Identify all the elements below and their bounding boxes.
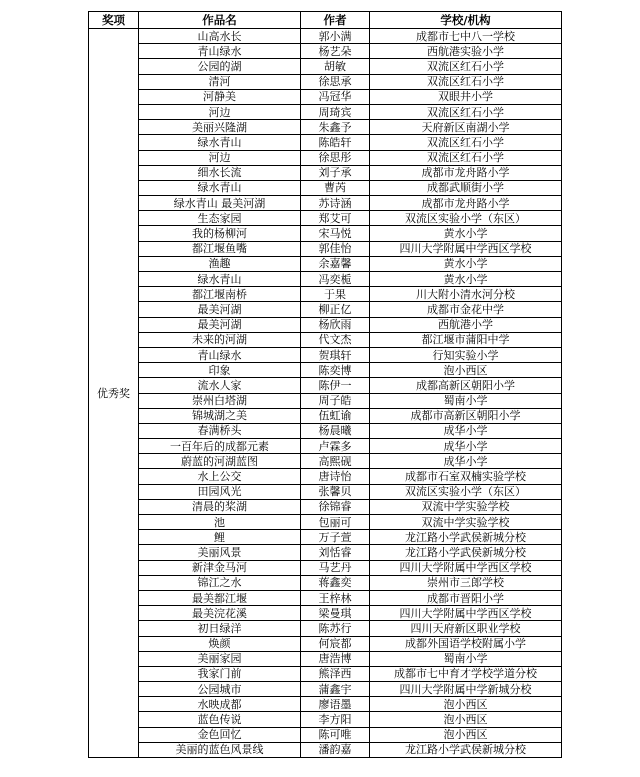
author-header: 作者 (301, 12, 370, 29)
table-row (89, 408, 562, 423)
author-cell: 包丽可 (301, 515, 370, 530)
table-row (89, 89, 562, 104)
author-cell: 宋马悦 (301, 226, 370, 241)
school-cell: 双流区红石小学 (370, 59, 562, 74)
author-cell: 廖语墨 (301, 697, 370, 712)
school-cell: 龙江路小学武侯新城分校 (370, 545, 562, 560)
school-cell: 西航港实验小学 (370, 44, 562, 59)
work-title-cell: 田园风光 (139, 484, 301, 499)
table-row (89, 135, 562, 150)
author-cell: 陈伊一 (301, 378, 370, 393)
table-row (89, 196, 562, 211)
work-title-cell: 清晨的桨湖 (139, 499, 301, 514)
table-row (89, 621, 562, 636)
school-cell: 成华小学 (370, 423, 562, 438)
table-row (89, 363, 562, 378)
school-cell: 成都市石室双楠实验学校 (370, 469, 562, 484)
author-cell: 徐思承 (301, 74, 370, 89)
table-row (89, 590, 562, 605)
work-title-cell: 流水人家 (139, 378, 301, 393)
table-row (89, 165, 562, 180)
table-row (89, 226, 562, 241)
school-cell: 泡小西区 (370, 712, 562, 727)
work-title-cell: 一百年后的成都元素 (139, 439, 301, 454)
school-cell: 双流中学实验学校 (370, 515, 562, 530)
table-row (89, 575, 562, 590)
school-cell: 双流区红石小学 (370, 135, 562, 150)
author-cell: 陈奕博 (301, 363, 370, 378)
table-row (89, 606, 562, 621)
table-row (89, 104, 562, 119)
table-row (89, 74, 562, 89)
school-cell: 成都武顺街小学 (370, 180, 562, 195)
school-cell: 成华小学 (370, 454, 562, 469)
author-cell: 朱鑫予 (301, 120, 370, 135)
author-cell: 杨艺朵 (301, 44, 370, 59)
author-cell: 余嘉馨 (301, 256, 370, 271)
table-row (89, 180, 562, 195)
school-cell: 川大附小清水河分校 (370, 287, 562, 302)
work-title-cell: 青山绿水 (139, 44, 301, 59)
work-title-cell: 公园城市 (139, 682, 301, 697)
award-level-cell: 优秀奖 (89, 29, 139, 758)
work-title-cell: 我家门前 (139, 666, 301, 681)
work-title-cell: 春满桥头 (139, 423, 301, 438)
work-title-cell: 青山绿水 (139, 347, 301, 362)
award-header: 奖项 (89, 12, 139, 29)
school-cell: 龙江路小学武侯新城分校 (370, 530, 562, 545)
school-cell: 四川大学附属中学西区学校 (370, 560, 562, 575)
school-cell: 双流区红石小学 (370, 104, 562, 119)
table-row (89, 287, 562, 302)
table-row (89, 150, 562, 165)
school-cell: 泡小西区 (370, 727, 562, 742)
school-cell: 四川大学附属中学西区学校 (370, 606, 562, 621)
author-cell: 郭佳怡 (301, 241, 370, 256)
table-row (89, 469, 562, 484)
school-cell: 成都市七中育才学校学道分校 (370, 666, 562, 681)
author-cell: 高熙砚 (301, 454, 370, 469)
work-title-cell: 蔚蓝的河湖蓝图 (139, 454, 301, 469)
work-title-cell: 最美都江堰 (139, 590, 301, 605)
author-cell: 杨晨曦 (301, 423, 370, 438)
school-cell: 蜀南小学 (370, 393, 562, 408)
school-cell: 成都市龙舟路小学 (370, 196, 562, 211)
work-title-cell: 金色回忆 (139, 727, 301, 742)
table-row (89, 211, 562, 226)
school-cell: 成都外国语学校附属小学 (370, 636, 562, 651)
school-cell: 双流中学实验学校 (370, 499, 562, 514)
author-cell: 马艺丹 (301, 560, 370, 575)
work-title-cell: 美丽风景 (139, 545, 301, 560)
work-title-cell: 最美河湖 (139, 317, 301, 332)
author-cell: 郭小满 (301, 29, 370, 44)
table-row (89, 454, 562, 469)
table-row (89, 317, 562, 332)
author-cell: 柳正亿 (301, 302, 370, 317)
author-cell: 陈苏行 (301, 621, 370, 636)
header-row (89, 12, 562, 29)
table-row (89, 378, 562, 393)
work-title-cell: 美丽的蓝色风景线 (139, 742, 301, 757)
work-title-cell: 都江堰鱼嘴 (139, 241, 301, 256)
work-title-cell: 山高水长 (139, 29, 301, 44)
author-cell: 熊泽西 (301, 666, 370, 681)
school-cell: 黄水小学 (370, 226, 562, 241)
table-row (89, 120, 562, 135)
table-row (89, 499, 562, 514)
author-cell: 万子萱 (301, 530, 370, 545)
work-title-cell: 水映成都 (139, 697, 301, 712)
school-cell: 双流区实验小学（东区） (370, 484, 562, 499)
work-title-cell: 生态家园 (139, 211, 301, 226)
author-cell: 何宸都 (301, 636, 370, 651)
table-row (89, 636, 562, 651)
school-cell: 四川大学附属中学新城分校 (370, 682, 562, 697)
table-row (89, 302, 562, 317)
school-cell: 成都市龙舟路小学 (370, 165, 562, 180)
work-title-cell: 公园的湖 (139, 59, 301, 74)
work-title-cell: 鲤 (139, 530, 301, 545)
table-row (89, 439, 562, 454)
author-cell: 代文杰 (301, 332, 370, 347)
school-cell: 龙江路小学武侯新城分校 (370, 742, 562, 757)
table-row (89, 515, 562, 530)
school-cell: 崇州市三郎学校 (370, 575, 562, 590)
work-title-cell: 未来的河湖 (139, 332, 301, 347)
author-cell: 胡敏 (301, 59, 370, 74)
work-title-cell: 都江堰南桥 (139, 287, 301, 302)
work-title-cell: 锦城湖之美 (139, 408, 301, 423)
school-cell: 成都市晋阳小学 (370, 590, 562, 605)
school-cell: 都江堰市蒲阳中学 (370, 332, 562, 347)
school-cell: 西航港小学 (370, 317, 562, 332)
table-row (89, 272, 562, 287)
table-row (89, 423, 562, 438)
table-row (89, 742, 562, 757)
work-title-cell: 渔趣 (139, 256, 301, 271)
table-row (89, 332, 562, 347)
table-row (89, 530, 562, 545)
school-header: 学校/机构 (370, 12, 562, 29)
author-cell: 贺琪轩 (301, 347, 370, 362)
work-title-cell: 崇州白塔湖 (139, 393, 301, 408)
work-title-cell: 蓝色传说 (139, 712, 301, 727)
table-row (89, 347, 562, 362)
work-title-cell: 锦江之水 (139, 575, 301, 590)
work-title-cell: 绿水青山 最美河湖 (139, 196, 301, 211)
table-row (89, 44, 562, 59)
school-cell: 双眼井小学 (370, 89, 562, 104)
author-cell: 冯奕栀 (301, 272, 370, 287)
work-title-cell: 清河 (139, 74, 301, 89)
author-cell: 刘子承 (301, 165, 370, 180)
table-row (89, 682, 562, 697)
author-cell: 王梓林 (301, 590, 370, 605)
work-title-cell: 池 (139, 515, 301, 530)
author-cell: 蒋鑫奕 (301, 575, 370, 590)
school-cell: 成都市高新区朝阳小学 (370, 408, 562, 423)
school-cell: 成都市七中八一学校 (370, 29, 562, 44)
school-cell: 行知实验小学 (370, 347, 562, 362)
author-cell: 徐锦睿 (301, 499, 370, 514)
work-title-cell: 最美浣花溪 (139, 606, 301, 621)
table-row (89, 697, 562, 712)
author-cell: 周子皓 (301, 393, 370, 408)
author-cell: 于果 (301, 287, 370, 302)
table-row (89, 59, 562, 74)
work-title-cell: 印象 (139, 363, 301, 378)
author-cell: 刘恬睿 (301, 545, 370, 560)
author-cell: 卢霖多 (301, 439, 370, 454)
work-title-cell: 绿水青山 (139, 272, 301, 287)
school-cell: 泡小西区 (370, 363, 562, 378)
school-cell: 蜀南小学 (370, 651, 562, 666)
work-title-cell: 河边 (139, 104, 301, 119)
author-cell: 李方阳 (301, 712, 370, 727)
author-cell: 苏诗涵 (301, 196, 370, 211)
work-title-cell: 美丽兴隆湖 (139, 120, 301, 135)
table-row (89, 545, 562, 560)
title-header: 作品名 (139, 12, 301, 29)
author-cell: 曹芮 (301, 180, 370, 195)
table-row (89, 727, 562, 742)
work-title-cell: 水上公交 (139, 469, 301, 484)
work-title-cell: 美丽家园 (139, 651, 301, 666)
author-cell: 唐诗怡 (301, 469, 370, 484)
author-cell: 蒲鑫宇 (301, 682, 370, 697)
school-cell: 天府新区南湖小学 (370, 120, 562, 135)
table-row (89, 560, 562, 575)
table-row (89, 666, 562, 681)
work-title-cell: 焕颜 (139, 636, 301, 651)
author-cell: 冯冠华 (301, 89, 370, 104)
school-cell: 四川天府新区职业学校 (370, 621, 562, 636)
author-cell: 杨欣雨 (301, 317, 370, 332)
work-title-cell: 细水长流 (139, 165, 301, 180)
table-row (89, 256, 562, 271)
school-cell: 成华小学 (370, 439, 562, 454)
author-cell: 陈可唯 (301, 727, 370, 742)
table-row (89, 393, 562, 408)
school-cell: 黄水小学 (370, 272, 562, 287)
author-cell: 伍虹谕 (301, 408, 370, 423)
school-cell: 双流区红石小学 (370, 74, 562, 89)
table-row (89, 712, 562, 727)
school-cell: 成都高新区朝阳小学 (370, 378, 562, 393)
author-cell: 潘韵嘉 (301, 742, 370, 757)
school-cell: 黄水小学 (370, 256, 562, 271)
work-title-cell: 新津金马河 (139, 560, 301, 575)
table-row (89, 29, 562, 44)
work-title-cell: 河静美 (139, 89, 301, 104)
author-cell: 梁曼琪 (301, 606, 370, 621)
author-cell: 张馨贝 (301, 484, 370, 499)
work-title-cell: 最美河湖 (139, 302, 301, 317)
table-row (89, 241, 562, 256)
work-title-cell: 绿水青山 (139, 180, 301, 195)
work-title-cell: 绿水青山 (139, 135, 301, 150)
author-cell: 陈皓轩 (301, 135, 370, 150)
work-title-cell: 我的杨柳河 (139, 226, 301, 241)
school-cell: 双流区实验小学（东区） (370, 211, 562, 226)
awards-table (88, 11, 562, 758)
school-cell: 泡小西区 (370, 697, 562, 712)
school-cell: 成都市金花中学 (370, 302, 562, 317)
author-cell: 徐思彤 (301, 150, 370, 165)
work-title-cell: 初日绿洋 (139, 621, 301, 636)
author-cell: 唐浩博 (301, 651, 370, 666)
author-cell: 周琦宾 (301, 104, 370, 119)
table-row (89, 484, 562, 499)
school-cell: 四川大学附属中学西区学校 (370, 241, 562, 256)
author-cell: 郑艾可 (301, 211, 370, 226)
table-row (89, 651, 562, 666)
work-title-cell: 河边 (139, 150, 301, 165)
school-cell: 双流区红石小学 (370, 150, 562, 165)
